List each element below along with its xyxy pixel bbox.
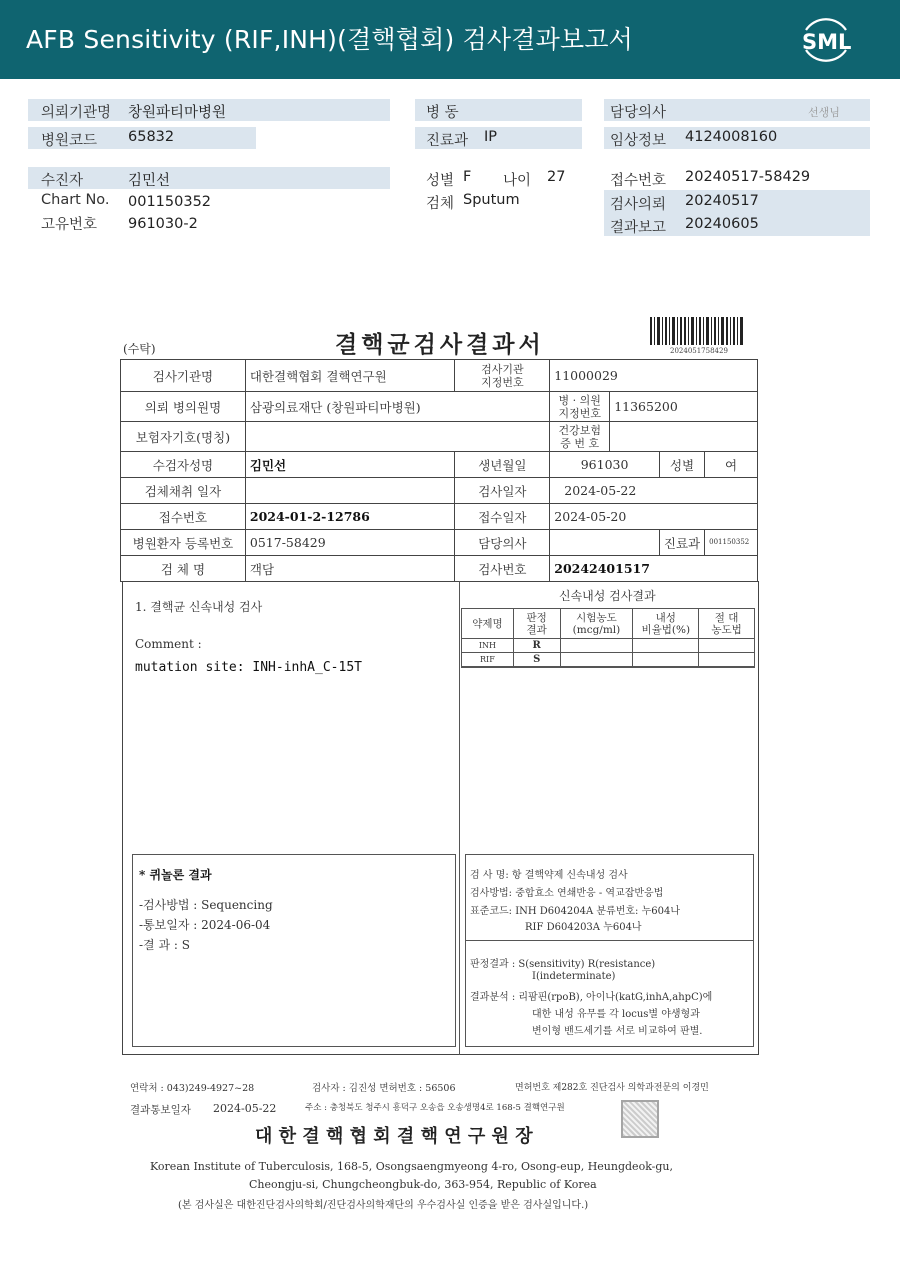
registration-no-label: 병원환자 등록번호: [121, 530, 246, 556]
method-line: RIF D604203A 누604나: [525, 922, 642, 933]
sens-empty-cell: [633, 653, 699, 667]
mutation-site: mutation site: INH-inhA_C-15T: [135, 660, 362, 675]
request-date-value: 20240517: [685, 193, 759, 209]
receipt-date-label: 접수일자: [455, 504, 550, 530]
receipt-no-label: 접수번호: [121, 504, 246, 530]
lab-info-table: [120, 359, 758, 582]
birth-value: 961030: [550, 452, 660, 478]
report-date-label: 결과보고: [610, 220, 667, 236]
sens-header-cell: 절 대 농도법: [699, 609, 755, 639]
requesting-clinic-value: 삼광의료재단 (창원파티마병원): [245, 392, 549, 422]
results-divider: [459, 581, 460, 1055]
test-no-value: 20242401517: [550, 556, 758, 582]
collect-date-label: 검체채취 일자: [121, 478, 246, 504]
clinical-info-value: 4124008160: [685, 129, 778, 145]
lab-address: 주소 : 충청북도 청주시 흥덕구 오송읍 오송생명4로 168-5 결핵연구원: [305, 1103, 565, 1113]
patient-name-label: 수검자성명: [121, 452, 246, 478]
notify-date-label: 결과통보일자: [130, 1104, 191, 1116]
hospital-code-label: 병원코드: [41, 133, 98, 149]
quinolone-title: * 퀴놀론 결과: [139, 868, 212, 882]
sens-drug-cell: INH: [462, 639, 514, 653]
barcode-number: 2024051758429: [670, 347, 728, 355]
official-seal: [621, 1100, 659, 1138]
insurer-value: [245, 422, 549, 452]
patient-value: 김민선: [128, 173, 171, 189]
test-no-label: 검사번호: [455, 556, 550, 582]
doctor-suffix: 선생님: [808, 106, 840, 119]
patient-label: 수진자: [41, 173, 84, 189]
clinical-info-label: 임상정보: [610, 133, 667, 149]
method-line: 변이형 밴드세기를 서로 비교하여 판별.: [532, 1026, 703, 1037]
quinolone-notify-date: -통보일자 : 2024-06-04: [139, 918, 271, 932]
sens-result-cell: R: [513, 639, 560, 653]
entrusted-label: (수탁): [123, 342, 156, 356]
chart-no-value: 001150352: [128, 194, 212, 210]
sens-header-cell: 판정 결과: [513, 609, 560, 639]
method-line: 대한 내성 유무를 각 locus별 야생형과: [532, 1009, 700, 1020]
sens-empty-cell: [699, 653, 755, 667]
lab-id-value: 11000029: [550, 360, 758, 392]
examiner: 검사자 : 김진성 면허번호 : 56506: [312, 1083, 456, 1094]
reception-no-label: 접수번호: [610, 173, 667, 189]
method-line: 결과분석 : 리팜핀(rpoB), 아이나(katG,inhA,ahpC)에: [470, 992, 713, 1003]
department-label: 진료과: [426, 133, 469, 149]
dept-value: 001150352: [705, 530, 758, 556]
director-title: 대 한 결 핵 협 회 결 핵 연 구 원 장: [255, 1126, 533, 1147]
unique-no-label: 고유번호: [41, 217, 98, 233]
sens-empty-cell: [699, 639, 755, 653]
health-insurance-label: 건강보험 증 번 호: [550, 422, 610, 452]
sens-empty-cell: [560, 639, 633, 653]
doctor-label: 담당의사: [455, 530, 550, 556]
requesting-hospital-value: 창원파티마병원: [128, 105, 227, 121]
notify-date: 2024-05-22: [213, 1102, 277, 1115]
sens-bottom-rule: [461, 667, 755, 668]
document-title: 결핵균검사결과서: [335, 331, 545, 358]
specimen-name-value: 객담: [245, 556, 455, 582]
sex-value: 여: [705, 452, 758, 478]
test-date-value: 2024-05-22: [550, 478, 758, 504]
receipt-no-value: 2024-01-2-12786: [245, 504, 455, 530]
report-header: [0, 0, 900, 79]
specimen-label: 검체: [426, 196, 455, 212]
english-address-2: Cheongju-si, Chungcheongbuk-do, 363-954, Republic of Korea: [249, 1178, 597, 1191]
sens-header-cell: 약제명: [462, 609, 514, 639]
hospital-code-value: 65832: [128, 129, 175, 145]
logo-text: SML: [802, 30, 852, 54]
comment-label: Comment :: [135, 637, 202, 651]
english-address-1: Korean Institute of Tuberculosis, 168-5, Osongsaengmyeong 4-ro, Osong-eup, Heungdeok-gu,: [150, 1160, 674, 1173]
sens-drug-cell: RIF: [462, 653, 514, 667]
report-title: AFB Sensitivity (RIF,INH)(결핵협회) 검사결과보고서: [26, 25, 634, 54]
collect-date-value: [245, 478, 455, 504]
report-date-value: 20240605: [685, 216, 759, 232]
lab-name-label: 검사기관명: [121, 360, 246, 392]
age-label: 나이: [503, 173, 532, 189]
chart-no-label: Chart No.: [41, 192, 110, 208]
reception-no-value: 20240517-58429: [685, 169, 811, 185]
sens-header-cell: 시험농도 (mcg/ml): [560, 609, 633, 639]
specimen-value: Sputum: [463, 192, 520, 208]
test-date-label: 검사일자: [455, 478, 550, 504]
sens-title: 신속내성 검사결과: [559, 589, 656, 603]
method-line: 검사방법: 중합효소 연쇄반응 - 역교잡반응법: [470, 888, 664, 899]
barcode-icon: [650, 317, 745, 345]
section1-title: 1. 결핵균 신속내성 검사: [135, 600, 263, 614]
quinolone-method: -검사방법 : Sequencing: [139, 898, 273, 912]
method-line: I(indeterminate): [532, 971, 616, 982]
registration-no-value: 0517-58429: [245, 530, 455, 556]
request-date-label: 검사의뢰: [610, 197, 667, 213]
lab-id-label: 검사기관 지정번호: [455, 360, 550, 392]
unique-no-value: 961030-2: [128, 216, 198, 232]
sens-empty-cell: [560, 653, 633, 667]
doctor-value: [550, 530, 660, 556]
scanned-tb-report: [115, 312, 765, 1222]
specimen-name-label: 검 체 명: [121, 556, 246, 582]
health-insurance-value: [610, 422, 758, 452]
sens-header-cell: 내성 비율법(%): [633, 609, 699, 639]
doctor-label: 담당의사: [610, 105, 667, 121]
patient-name-value: 김민선: [245, 452, 455, 478]
birth-label: 생년월일: [455, 452, 550, 478]
insurer-label: 보험자기호(명칭): [121, 422, 246, 452]
age-value: 27: [547, 169, 566, 185]
receipt-date-value: 2024-05-20: [550, 504, 758, 530]
method-divider: [465, 940, 754, 941]
method-line: 표준코드: INH D604204A 분류번호: 누604나: [470, 906, 680, 917]
clinic-id-value: 11365200: [610, 392, 758, 422]
sex-label: 성별: [659, 452, 704, 478]
dept-label: 진료과: [659, 530, 704, 556]
director-license: 면허번호 제282호 진단검사 의학과전문의 이경민: [515, 1083, 709, 1093]
method-line: 판정결과 : S(sensitivity) R(resistance): [470, 959, 656, 970]
quinolone-result: -결 과 : S: [139, 938, 190, 952]
lab-name-value: 대한결핵협회 결핵연구원: [245, 360, 455, 392]
sens-empty-cell: [633, 639, 699, 653]
method-line: 검 사 명: 항 결핵약제 신속내성 검사: [470, 870, 628, 881]
sml-logo: [796, 10, 856, 68]
sensitivity-table: [461, 608, 755, 667]
lab-contact: 연락처 : 043)249-4927~28: [130, 1083, 255, 1094]
sens-result-cell: S: [513, 653, 560, 667]
sex-label: 성별: [426, 173, 455, 189]
department-value: IP: [484, 129, 498, 145]
clinic-id-label: 병 · 의원 지정번호: [550, 392, 610, 422]
requesting-hospital-label: 의뢰기관명: [41, 105, 112, 121]
sex-value: F: [463, 169, 472, 185]
requesting-clinic-label: 의뢰 병의원명: [121, 392, 246, 422]
certification-note: (본 검사실은 대한진단검사의학회/진단검사의학재단의 우수검사실 인증을 받은 검사실입니다.): [178, 1200, 589, 1211]
ward-label: 병 동: [426, 105, 459, 121]
